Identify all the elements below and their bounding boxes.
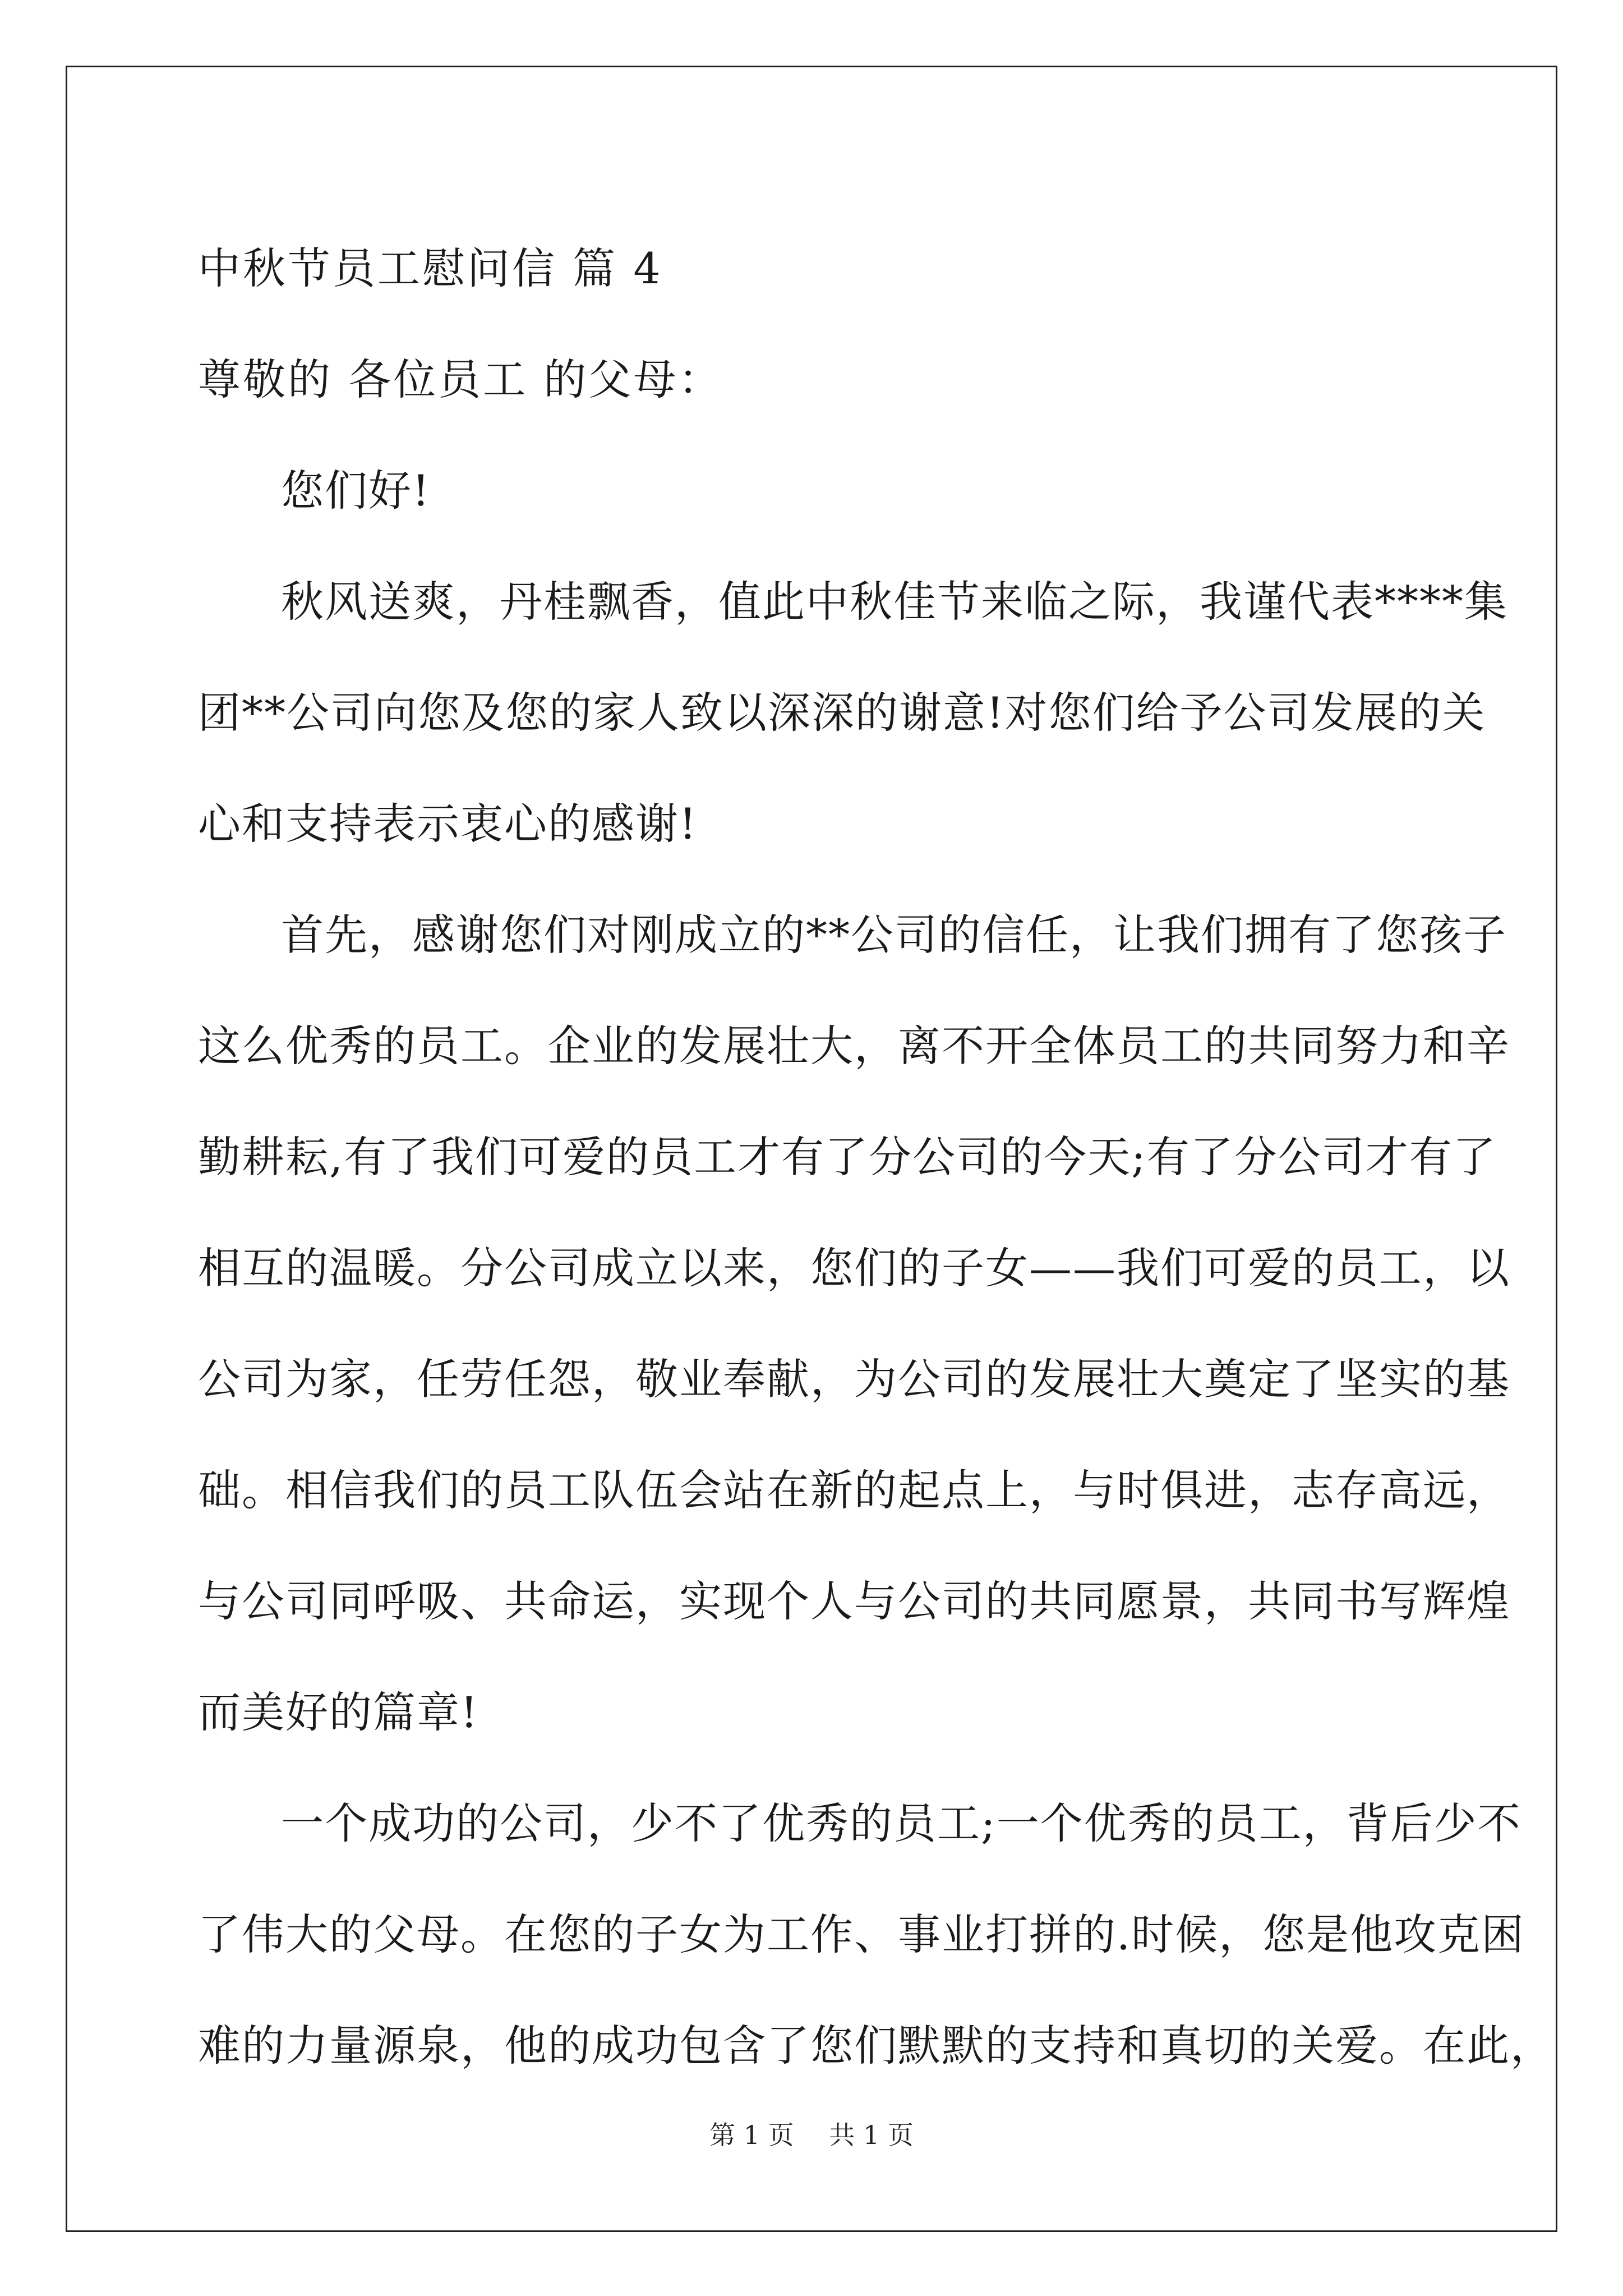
greeting: 您们好! <box>281 466 431 516</box>
paragraph-line: 勤耕耘,有了我们可爱的员工才有了分公司的今天;有了分公司才有了 <box>198 1132 1497 1182</box>
paragraph-line: 而美好的篇章! <box>198 1687 479 1737</box>
paragraph-line: 秋风送爽，丹桂飘香，值此中秋佳节来临之际，我谨代表****集 <box>281 577 1508 627</box>
paragraph-line: 这么优秀的员工。企业的发展壮大，离不开全体员工的共同努力和辛 <box>198 1021 1510 1071</box>
salutation: 尊敬的 各位员工 的父母： <box>198 355 723 404</box>
paragraph-line: 相互的温暖。分公司成立以来，您们的子女——我们可爱的员工，以 <box>198 1243 1510 1293</box>
paragraph-line: 了伟大的父母。在您的子女为工作、事业打拼的.时候，您是他攻克困 <box>198 1910 1525 1959</box>
page-number: 第 1 页 <box>709 2120 794 2150</box>
paragraph-line: 与公司同呼吸、共命运，实现个人与公司的共同愿景，共同书写辉煌 <box>198 1576 1510 1626</box>
paragraph-line: 团**公司向您及您的家人致以深深的谢意!对您们给予公司发展的关 <box>198 688 1486 738</box>
paragraph-line: 难的力量源泉，他的成功包含了您们默默的支持和真切的关爱。在此， <box>198 2021 1554 2070</box>
paragraph-line: 础。相信我们的员工队伍会站在新的起点上，与时俱进，志存高远， <box>198 1465 1510 1515</box>
paragraph-line: 公司为家，任劳任怨，敬业奉献，为公司的发展壮大奠定了坚实的基 <box>198 1354 1510 1404</box>
document-title: 中秋节员工慰问信 篇 4 <box>198 243 663 293</box>
letter-body <box>198 213 1554 2101</box>
paragraph-line: 首先，感谢您们对刚成立的**公司的信任，让我们拥有了您孩子 <box>281 910 1507 960</box>
paragraph-line: 一个成功的公司，少不了优秀的员工;一个优秀的员工，背后少不 <box>281 1798 1521 1848</box>
page-total: 共 1 页 <box>829 2120 914 2150</box>
paragraph-line: 心和支持表示衷心的感谢! <box>198 799 698 849</box>
page-footer <box>0 2118 1623 2152</box>
